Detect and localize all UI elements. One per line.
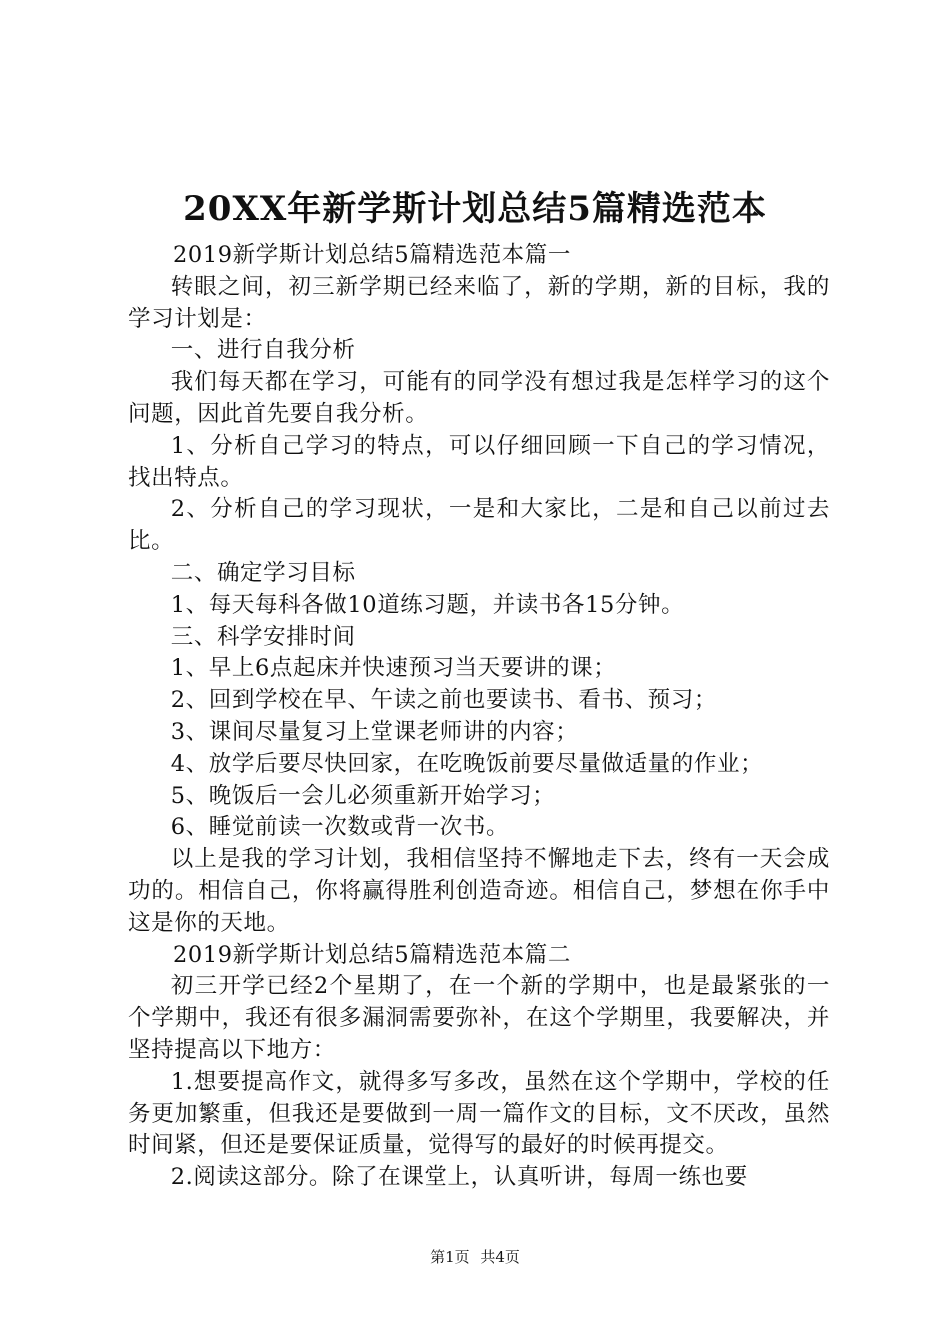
subheading: 二、确定学习目标 bbox=[170, 559, 356, 586]
document-title: 20XX年新学斯计划总结5篇精选范本 bbox=[183, 189, 767, 229]
page-total: 共4页 bbox=[480, 1248, 520, 1266]
section-heading: 2019新学斯计划总结5篇精选范本篇二 bbox=[173, 941, 571, 968]
paragraph: 我们每天都在学习，可能有的同学没有想过我是怎样学习的这个问题，因此首先要自我分析。 bbox=[128, 369, 830, 427]
document-body bbox=[128, 240, 830, 1194]
subheading: 一、进行自我分析 bbox=[170, 337, 356, 364]
section-heading: 2019新学斯计划总结5篇精选范本篇一 bbox=[173, 242, 571, 268]
list-item: 2、分析自己的学习现状，一是和大家比，二是和自己以前过去比。 bbox=[128, 496, 830, 555]
list-item: 1、早上6点起床并快速预习当天要讲的课； bbox=[170, 655, 617, 682]
paragraph: 转眼之间，初三新学期已经来临了，新的学期，新的目标，我的学习计划是： bbox=[128, 273, 830, 332]
list-item: 3、课间尽量复习上堂课老师讲的内容； bbox=[170, 718, 579, 745]
page-footer bbox=[0, 1247, 950, 1267]
list-item: 2、回到学校在早、午读之前也要读书、看书、预习； bbox=[170, 687, 717, 714]
list-item: 2.阅读这部分。除了在课堂上，认真听讲，每周一练也要 bbox=[170, 1164, 748, 1191]
paragraph: 以上是我的学习计划，我相信坚持不懈地走下去，终有一天会成功的。相信自己，你将赢得胜利创造奇迹。相信自己，梦想在你手中这是你的天地。 bbox=[128, 846, 830, 936]
list-item: 6、睡觉前读一次数或背一次书。 bbox=[170, 814, 510, 841]
page-number: 第1页 bbox=[430, 1248, 470, 1266]
list-item: 4、放学后要尽快回家，在吃晚饭前要尽量做适量的作业； bbox=[170, 750, 764, 777]
list-item: 5、晚饭后一会儿必须重新开始学习； bbox=[170, 782, 556, 809]
subheading: 三、科学安排时间 bbox=[170, 623, 356, 650]
paragraph: 初三开学已经2个星期了，在一个新的学期中，也是最紧张的一个学期中，我还有很多漏洞需要弥补，在这个学期里，我要解决，并坚持提高以下地方： bbox=[128, 973, 830, 1063]
list-item: 1.想要提高作文，就得多写多改，虽然在这个学期中，学校的任务更加繁重，但我还是要做到一周一篇作文的目标，文不厌改，虽然时间紧，但还是要保证质量，觉得写的最好的时候再提交。 bbox=[128, 1068, 830, 1159]
list-item: 1、分析自己学习的特点，可以仔细回顾一下自己的学习情况，找出特点。 bbox=[128, 432, 830, 491]
list-item: 1、每天每科各做10道练习题，并读书各15分钟。 bbox=[170, 591, 685, 618]
